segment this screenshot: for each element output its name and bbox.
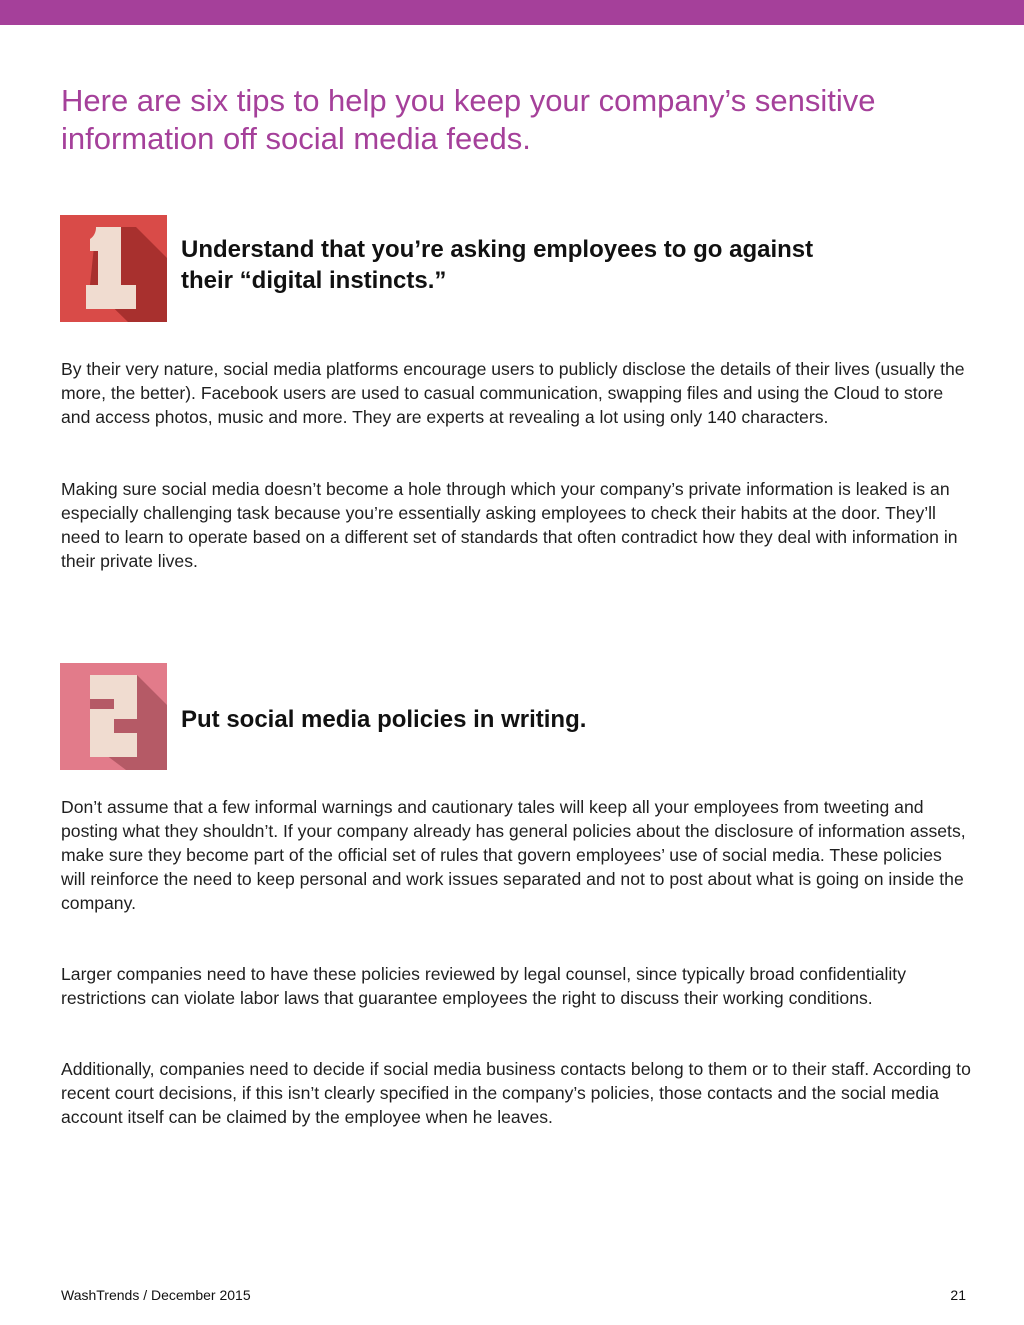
top-color-bar (0, 0, 1024, 25)
tip-1-heading (181, 234, 961, 296)
footer-page-number: 21 (950, 1287, 966, 1303)
number-one-tile-icon (60, 215, 167, 322)
intro-heading: Here are six tips to help you keep your company’s sensitive information off social media feeds. (61, 83, 876, 156)
number-two-svg (60, 663, 167, 770)
number-two-tile-icon (60, 663, 167, 770)
tip-2-paragraph-3: Additionally, companies need to decide if social media business contacts belong to them or to their staff. According to recent court decisions, if this isn’t clearly specified in the company’s policies, those contacts and the social media account itself can be claimed by the employee when he leaves. (61, 1059, 971, 1127)
tip-1-heading-line2: their “digital instincts.” (181, 267, 447, 294)
tip-2-paragraph-1: Don’t assume that a few informal warnings and cautionary tales will keep all your employees from tweeting and posting what they shouldn’t. If your company already has general policies about the disclosure of information assets, make sure they become part of the official set of rules that govern employees’ use of social media. These policies will reinforce the need to keep personal and work issues separated and not to post about what is going on inside the company. (61, 797, 966, 913)
tip-1-paragraph-1: By their very nature, social media platforms encourage users to publicly disclose the details of their lives (usually the more, the better). Facebook users are used to casual communication, swapping files and using the Cloud to store and access photos, music and more. They are experts at revealing a lot using only 140 characters. (61, 359, 965, 427)
tip-1-heading-line1: Understand that you’re asking employees to go against (181, 236, 814, 263)
tip-2-paragraph-2: Larger companies need to have these policies reviewed by legal counsel, since typically broad confidentiality restrictions can violate labor laws that guarantee employees the right to discuss their working conditions. (61, 964, 906, 1008)
number-one-svg (60, 215, 167, 322)
footer-publication: WashTrends / December 2015 (61, 1287, 251, 1303)
tip-1-paragraph-2: Making sure social media doesn’t become a hole through which your company’s private information is leaked is an especially challenging task because you’re essentially asking employees to check their habits at the door. They’ll need to learn to operate based on a different set of standards that often contradict how they deal with information in their private lives. (61, 479, 958, 571)
tip-2-heading: Put social media policies in writing. (181, 706, 587, 733)
